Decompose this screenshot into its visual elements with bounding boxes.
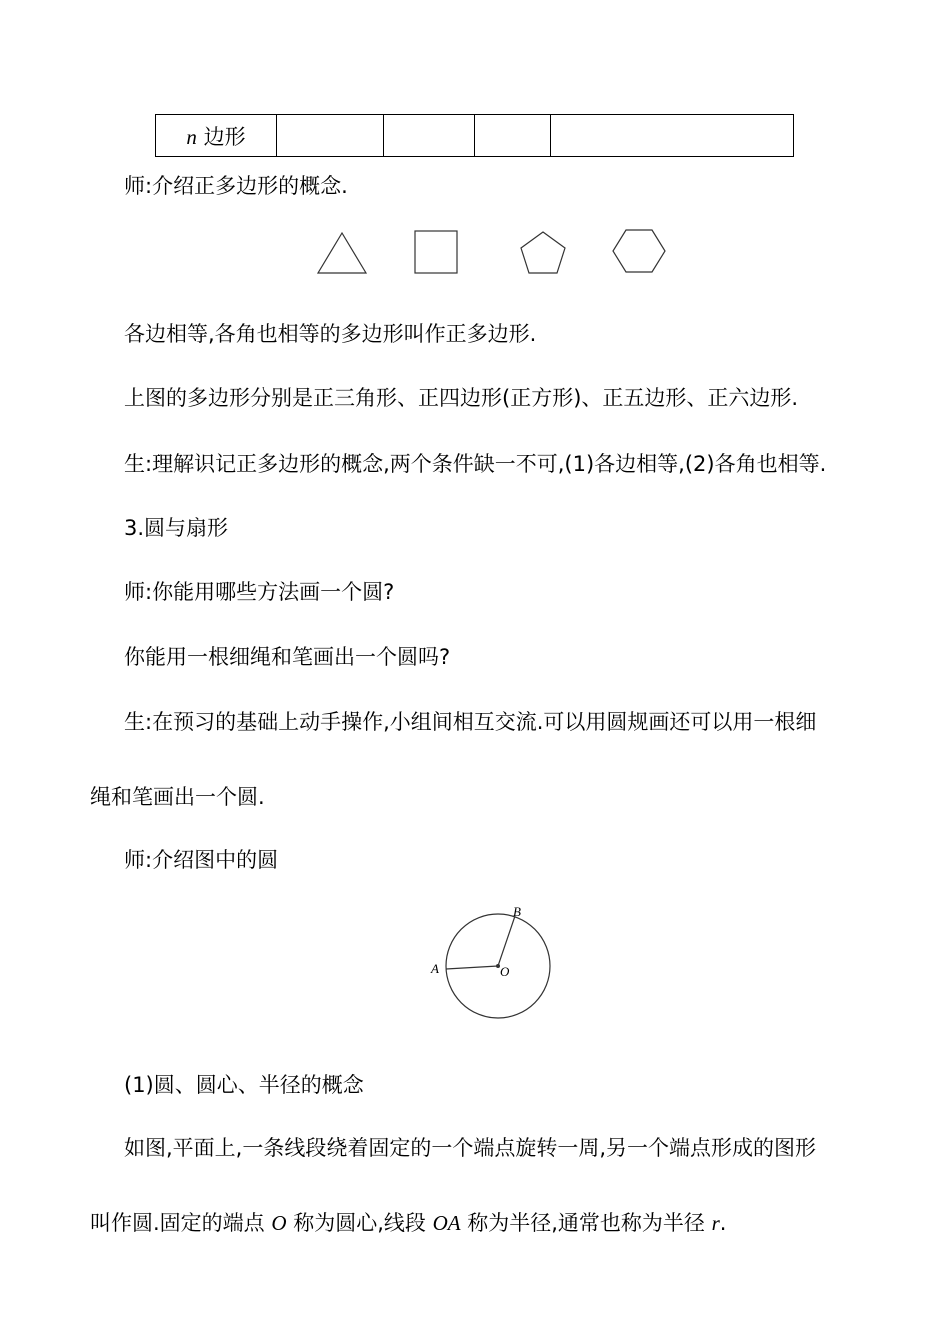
paragraph: 你能用一根细绳和笔画出一个圆吗? xyxy=(124,645,451,669)
table-cell xyxy=(277,115,384,157)
symbol-oa: OA xyxy=(432,1211,461,1235)
hexagon-shape xyxy=(613,230,665,272)
regular-polygons-figure xyxy=(0,226,950,286)
paragraph: 上图的多边形分别是正三角形、正四边形(正方形)、正五边形、正六边形. xyxy=(124,386,799,410)
paragraph: 生:在预习的基础上动手操作,小组间相互交流.可以用圆规画还可以用一根细 xyxy=(124,710,817,734)
pentagon-shape xyxy=(521,232,565,273)
paragraph: 如图,平面上,一条线段绕着固定的一个端点旋转一周,另一个端点形成的图形 xyxy=(124,1136,817,1160)
paragraph: 师:介绍正多边形的概念. xyxy=(124,174,348,198)
table-label: 边形 xyxy=(203,124,246,149)
paragraph: 绳和笔画出一个圆. xyxy=(90,785,265,809)
paragraph xyxy=(90,1209,726,1237)
section-heading: 3.圆与扇形 xyxy=(124,516,229,540)
table-cell xyxy=(551,115,794,157)
paragraph: 生:理解识记正多边形的概念,两个条件缺一不可,(1)各边相等,(2)各角也相等. xyxy=(124,452,827,476)
paragraph: 各边相等,各角也相等的多边形叫作正多边形. xyxy=(124,322,537,346)
square-shape xyxy=(415,231,457,273)
label-a: A xyxy=(431,961,439,976)
text-run: . xyxy=(719,1211,727,1235)
circle-figure xyxy=(425,905,565,1025)
text-run: 称为半径,通常也称为半径 xyxy=(460,1211,712,1235)
text-run: 叫作圆.固定的端点 xyxy=(90,1211,272,1235)
paragraph: (1)圆、圆心、半径的概念 xyxy=(124,1073,364,1097)
table-cell-label xyxy=(156,115,277,157)
label-o: O xyxy=(500,964,510,979)
polygon-table xyxy=(155,114,794,157)
symbol-r: r xyxy=(711,1211,720,1235)
symbol-o: O xyxy=(271,1211,287,1235)
paragraph: 师:你能用哪些方法画一个圆? xyxy=(124,580,395,604)
paragraph: 师:介绍图中的圆 xyxy=(124,848,279,872)
table-cell xyxy=(475,115,551,157)
label-b: B xyxy=(513,904,521,919)
text-run: 称为圆心,线段 xyxy=(286,1211,433,1235)
triangle-shape xyxy=(318,233,366,273)
radius-oa xyxy=(446,966,498,969)
table-var-n: n xyxy=(186,124,197,149)
table-cell xyxy=(384,115,475,157)
table-row xyxy=(156,115,794,157)
radius-ob xyxy=(498,916,515,966)
